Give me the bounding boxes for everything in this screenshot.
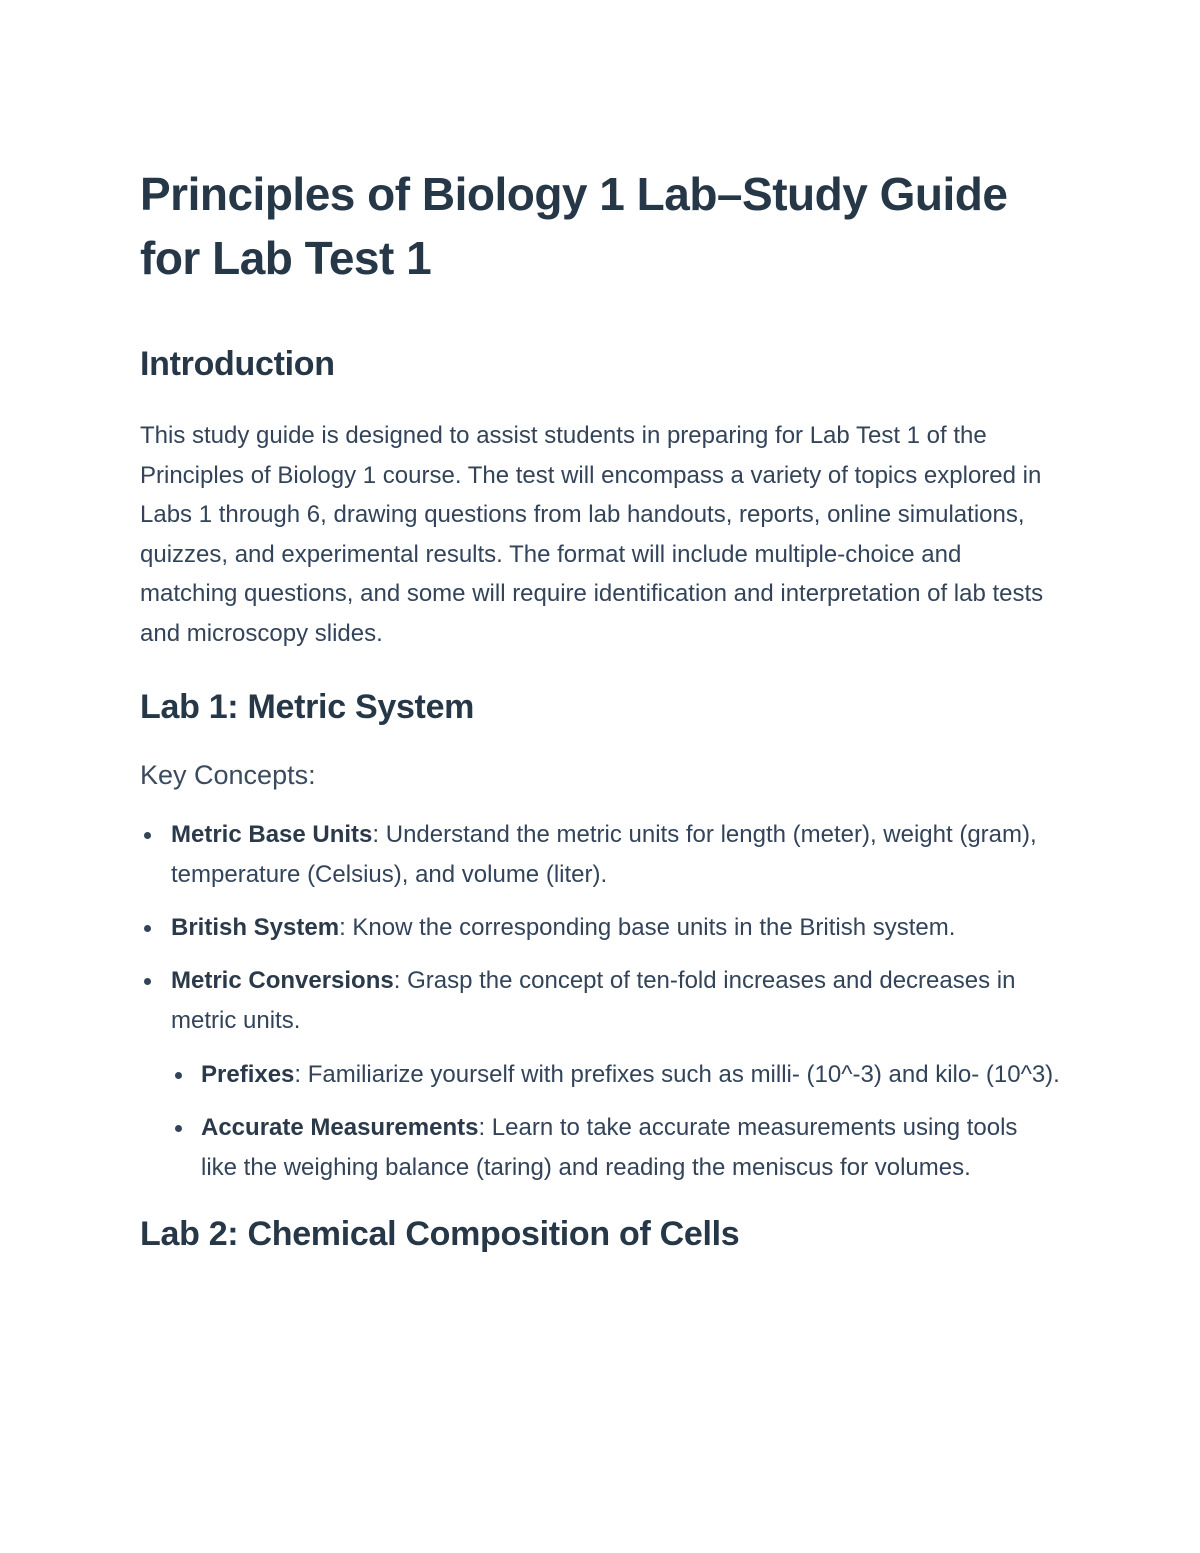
- list-item: [140, 961, 1060, 1188]
- list-item: [140, 815, 1060, 895]
- concept-term: Prefixes: [201, 1061, 295, 1088]
- bullet-icon: [144, 978, 151, 985]
- bullet-icon: [144, 832, 151, 839]
- list-item: [140, 908, 1060, 948]
- concept-description: Familiarize yourself with prefixes such as milli- (10^-3) and kilo- (10^3).: [301, 1061, 1060, 1088]
- sub-concepts-list: [171, 1055, 1060, 1188]
- section-heading-introduction: Introduction: [140, 345, 335, 383]
- colon: :: [393, 967, 401, 994]
- concept-term: Accurate Measurements: [201, 1114, 479, 1141]
- bullet-icon: [175, 1125, 182, 1132]
- colon: :: [294, 1061, 302, 1088]
- bullet-icon: [175, 1072, 182, 1079]
- colon: :: [339, 914, 346, 941]
- concept-description: Grasp the concept of ten-fold increases and decreases in metric units.: [171, 967, 1016, 1034]
- document-title: Principles of Biology 1 Lab–Study Guide for Lab Test 1: [140, 168, 1008, 284]
- concept-description: Learn to take accurate measurements using tools like the weighing balance (taring) and reading the meniscus for volumes.: [201, 1114, 1018, 1181]
- concept-term: British System: [171, 914, 340, 941]
- concept-term: Metric Conversions: [171, 967, 394, 994]
- introduction-paragraph: This study guide is designed to assist students in preparing for Lab Test 1 of the Principles of Biology 1 course. The test will encompass a variety of topics explored in Labs 1 through 6, drawing questions from lab handouts, reports, online simulations, quizzes, and experimental results. The format will include multiple-choice and matching questions, and some will require identification and interpretation of lab tests and microscopy slides.: [140, 422, 1044, 647]
- concept-term: Metric Base Units: [171, 821, 373, 848]
- document-page: [140, 162, 1060, 1256]
- concept-description: Understand the metric units for length (meter), weight (gram), temperature (Celsius), and volume (liter).: [171, 821, 1037, 888]
- sub-list-item: [171, 1055, 1060, 1095]
- section-heading-lab2: Lab 2: Chemical Composition of Cells: [140, 1215, 740, 1253]
- colon: :: [372, 821, 380, 848]
- bullet-icon: [144, 925, 151, 932]
- section-heading-lab1: Lab 1: Metric System: [140, 688, 475, 726]
- sub-list-item: [171, 1108, 1060, 1188]
- colon: :: [478, 1114, 486, 1141]
- concept-description: Know the corresponding base units in the British system.: [345, 914, 956, 941]
- key-concepts-list: [140, 815, 1060, 1188]
- key-concepts-label: Key Concepts:: [140, 760, 316, 790]
